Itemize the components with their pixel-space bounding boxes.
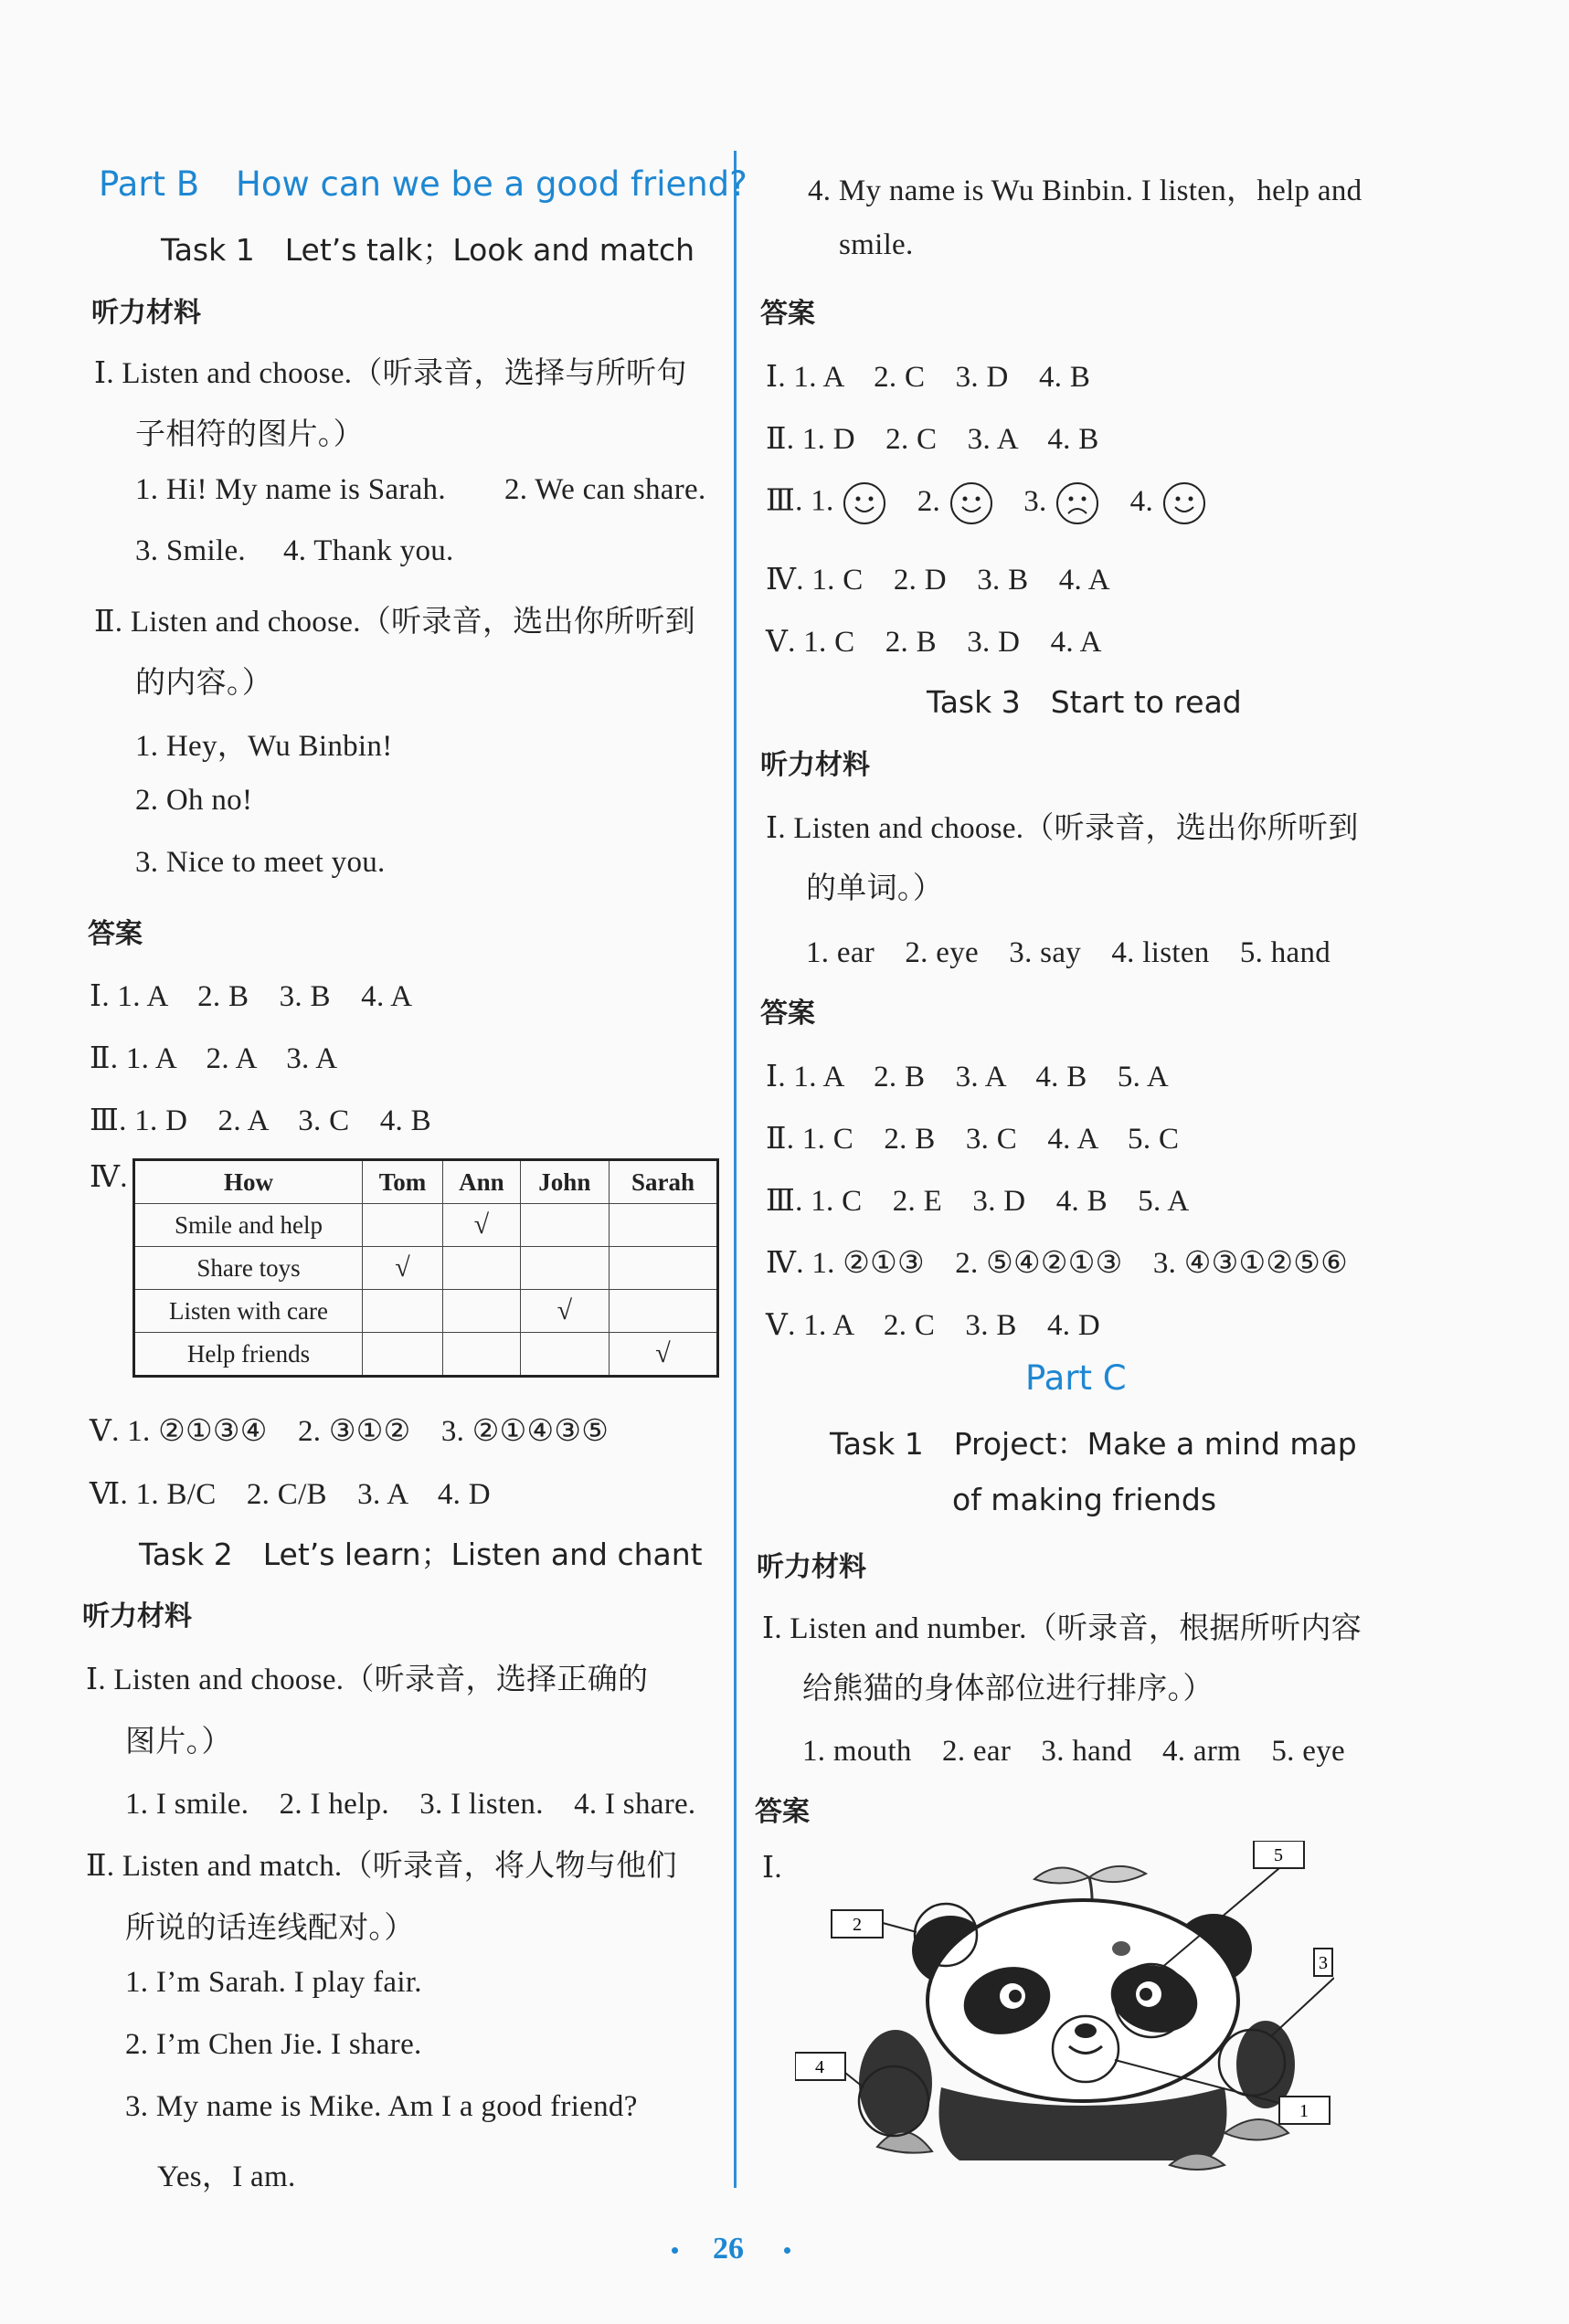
table-cell: Help friends <box>134 1333 363 1377</box>
task2-question-2-item: 3. My name is Mike. Am I a good friend? <box>125 2090 638 2123</box>
answer-line: Ⅰ. 1. A 2. B 3. A 4. B 5. A <box>766 1061 1170 1093</box>
check-cell <box>443 1290 521 1333</box>
check-cell <box>609 1247 717 1290</box>
box-label-2: 2 <box>853 1915 862 1935</box>
answer-line-faces <box>766 481 1207 526</box>
task3-question-1-line1: Ⅰ. Listen and choose.（听录音，选出你所听到 <box>766 812 1359 845</box>
task3-question-1-items: 1. ear 2. eye 3. say 4. listen 5. hand <box>806 936 1331 969</box>
question-2-line1: Ⅱ. Listen and choose.（听录音，选出你所听到 <box>94 606 696 639</box>
answer-line: Ⅰ. 1. A 2. B 3. B 4. A <box>90 980 413 1013</box>
table-row <box>134 1204 718 1247</box>
check-cell: √ <box>363 1247 443 1290</box>
check-cell <box>363 1333 443 1377</box>
listening-material-heading: 听力材料 <box>91 297 201 329</box>
check-cell <box>609 1290 717 1333</box>
part-b-title: How can we be a good friend? <box>236 164 747 204</box>
task2-question-2-line2: 所说的话连线配对。） <box>125 1912 415 1945</box>
box-label-1: 1 <box>1299 2101 1309 2121</box>
question-1-item: 4. Thank you. <box>283 534 454 567</box>
check-cell <box>443 1247 521 1290</box>
table-header-cell: How <box>134 1160 363 1204</box>
check-cell <box>520 1333 609 1377</box>
answer-line: Ⅰ. 1. A 2. C 3. D 4. B <box>766 361 1091 394</box>
question-2-item: 2. Oh no! <box>135 784 253 817</box>
task2-question-2-item: 2. I’m Chen Jie. I share. <box>125 2028 422 2061</box>
question-1-item: 3. Smile. <box>135 534 246 567</box>
box-label-5: 5 <box>1274 1845 1283 1865</box>
answers-heading: 答案 <box>88 918 143 950</box>
part-b-label: Part B <box>99 164 200 204</box>
answer-line: Ⅳ. 1. ②①③ 2. ⑤④②①③ 3. ④③①②⑤⑥ <box>766 1247 1349 1280</box>
task2-question-1-items: 1. I smile. 2. I help. 3. I listen. 4. I share. <box>125 1788 696 1821</box>
answers-heading: 答案 <box>755 1796 810 1828</box>
answer-line: Ⅱ. 1. D 2. C 3. A 4. B <box>766 423 1099 456</box>
answer-number: 3. <box>1023 484 1047 518</box>
answer-number: 2. <box>917 484 941 518</box>
table-row <box>134 1247 718 1290</box>
panda-illustration <box>795 1841 1334 2188</box>
answer-number: 4. <box>1129 484 1154 518</box>
task2-question-2-item: 1. I’m Sarah. I play fair. <box>125 1966 422 1999</box>
listening-material-heading: 听力材料 <box>757 1551 866 1583</box>
check-cell <box>520 1204 609 1247</box>
table-header-cell: Tom <box>363 1160 443 1204</box>
box-label-3: 3 <box>1319 1953 1328 1973</box>
how-table <box>133 1158 719 1378</box>
task2-question-2-line1: Ⅱ. Listen and match.（听录音，将人物与他们 <box>86 1850 677 1883</box>
question-1-item: 2. We can share. <box>504 473 706 506</box>
question-1-line1: Ⅰ. Listen and choose.（听录音，选择与所听句 <box>94 357 687 390</box>
check-cell: √ <box>520 1290 609 1333</box>
answer-line: Ⅲ. 1. C 2. E 3. D 4. B 5. A <box>766 1185 1190 1218</box>
question-2-item: 1. Hey，Wu Binbin! <box>135 730 393 763</box>
question-2-line2: 的内容。） <box>135 667 272 700</box>
table-header-row <box>134 1160 718 1204</box>
answer-line: Ⅴ. 1. ②①③④ 2. ③①② 3. ②①④③⑤ <box>90 1415 610 1448</box>
check-cell <box>363 1204 443 1247</box>
table-row <box>134 1290 718 1333</box>
task3-question-1-line2: 的单词。） <box>806 872 943 905</box>
task2-question-2-item: 4. My name is Wu Binbin. I listen，help and <box>808 174 1362 207</box>
answer-line: Ⅱ. 1. C 2. B 3. C 4. A 5. C <box>766 1123 1180 1156</box>
part-c-task-title-cont: of making friends <box>952 1482 1217 1517</box>
smile-face-icon <box>1161 481 1207 526</box>
table-row <box>134 1333 718 1377</box>
answers-heading: 答案 <box>760 998 815 1030</box>
question-1-line2: 子相符的图片。） <box>135 418 364 451</box>
check-cell: √ <box>443 1204 521 1247</box>
check-cell <box>609 1204 717 1247</box>
answer-line: Ⅱ. 1. A 2. A 3. A <box>90 1042 338 1075</box>
task2-title: Task 2 Let’s learn；Listen and chant <box>139 1537 703 1572</box>
answer-line: Ⅲ. 1. D 2. A 3. C 4. B <box>90 1104 431 1137</box>
part-c-question-1-line2: 给熊猫的身体部位进行排序。） <box>802 1673 1214 1706</box>
answer-line: Ⅳ. 1. C 2. D 3. B 4. A <box>766 564 1110 597</box>
table-header-cell: John <box>520 1160 609 1204</box>
page-number: 26 <box>713 2232 744 2266</box>
answers-heading: 答案 <box>760 298 815 330</box>
table-cell: Share toys <box>134 1247 363 1290</box>
answer-line-label: Ⅰ. <box>762 1852 782 1885</box>
box-label-4: 4 <box>815 2057 824 2077</box>
part-c-question-1-line1: Ⅰ. Listen and number.（听录音，根据所听内容 <box>762 1612 1362 1645</box>
check-cell <box>443 1333 521 1377</box>
table-header-cell: Sarah <box>609 1160 717 1204</box>
table-header-cell: Ann <box>443 1160 521 1204</box>
listening-material-heading: 听力材料 <box>760 749 870 781</box>
part-c-task-title: Task 1 Project：Make a mind map <box>830 1426 1357 1462</box>
page-dot <box>672 2247 678 2254</box>
part-c-label: Part C <box>1025 1358 1127 1398</box>
answer-line-label: Ⅳ. <box>90 1161 128 1194</box>
check-cell <box>520 1247 609 1290</box>
smile-face-icon <box>842 481 887 526</box>
answer-line: Ⅵ. 1. B/C 2. C/B 3. A 4. D <box>90 1478 491 1511</box>
question-1-item: 1. Hi! My name is Sarah. <box>135 473 446 506</box>
sad-face-icon <box>1055 481 1100 526</box>
question-2-item: 3. Nice to meet you. <box>135 846 386 879</box>
table-cell: Listen with care <box>134 1290 363 1333</box>
task3-title: Task 3 Start to read <box>927 684 1242 720</box>
check-cell: √ <box>609 1333 717 1377</box>
page-dot <box>784 2247 790 2254</box>
answer-line: Ⅴ. 1. A 2. C 3. B 4. D <box>766 1309 1100 1342</box>
smile-face-icon <box>949 481 994 526</box>
table-cell: Smile and help <box>134 1204 363 1247</box>
task2-question-1-line1: Ⅰ. Listen and choose.（听录音，选择正确的 <box>86 1664 649 1696</box>
listening-material-heading: 听力材料 <box>82 1600 192 1632</box>
column-divider <box>734 151 737 2188</box>
task2-question-1-line2: 图片。） <box>125 1726 232 1759</box>
task1-title: Task 1 Let’s talk；Look and match <box>161 232 695 268</box>
task2-question-2-item: smile. <box>839 228 914 261</box>
answer-line: Ⅴ. 1. C 2. B 3. D 4. A <box>766 626 1102 659</box>
part-c-question-1-items: 1. mouth 2. ear 3. hand 4. arm 5. eye <box>802 1735 1345 1768</box>
answer-prefix: Ⅲ. 1. <box>766 484 834 518</box>
check-cell <box>363 1290 443 1333</box>
task2-question-2-item: Yes，I am. <box>157 2160 296 2193</box>
